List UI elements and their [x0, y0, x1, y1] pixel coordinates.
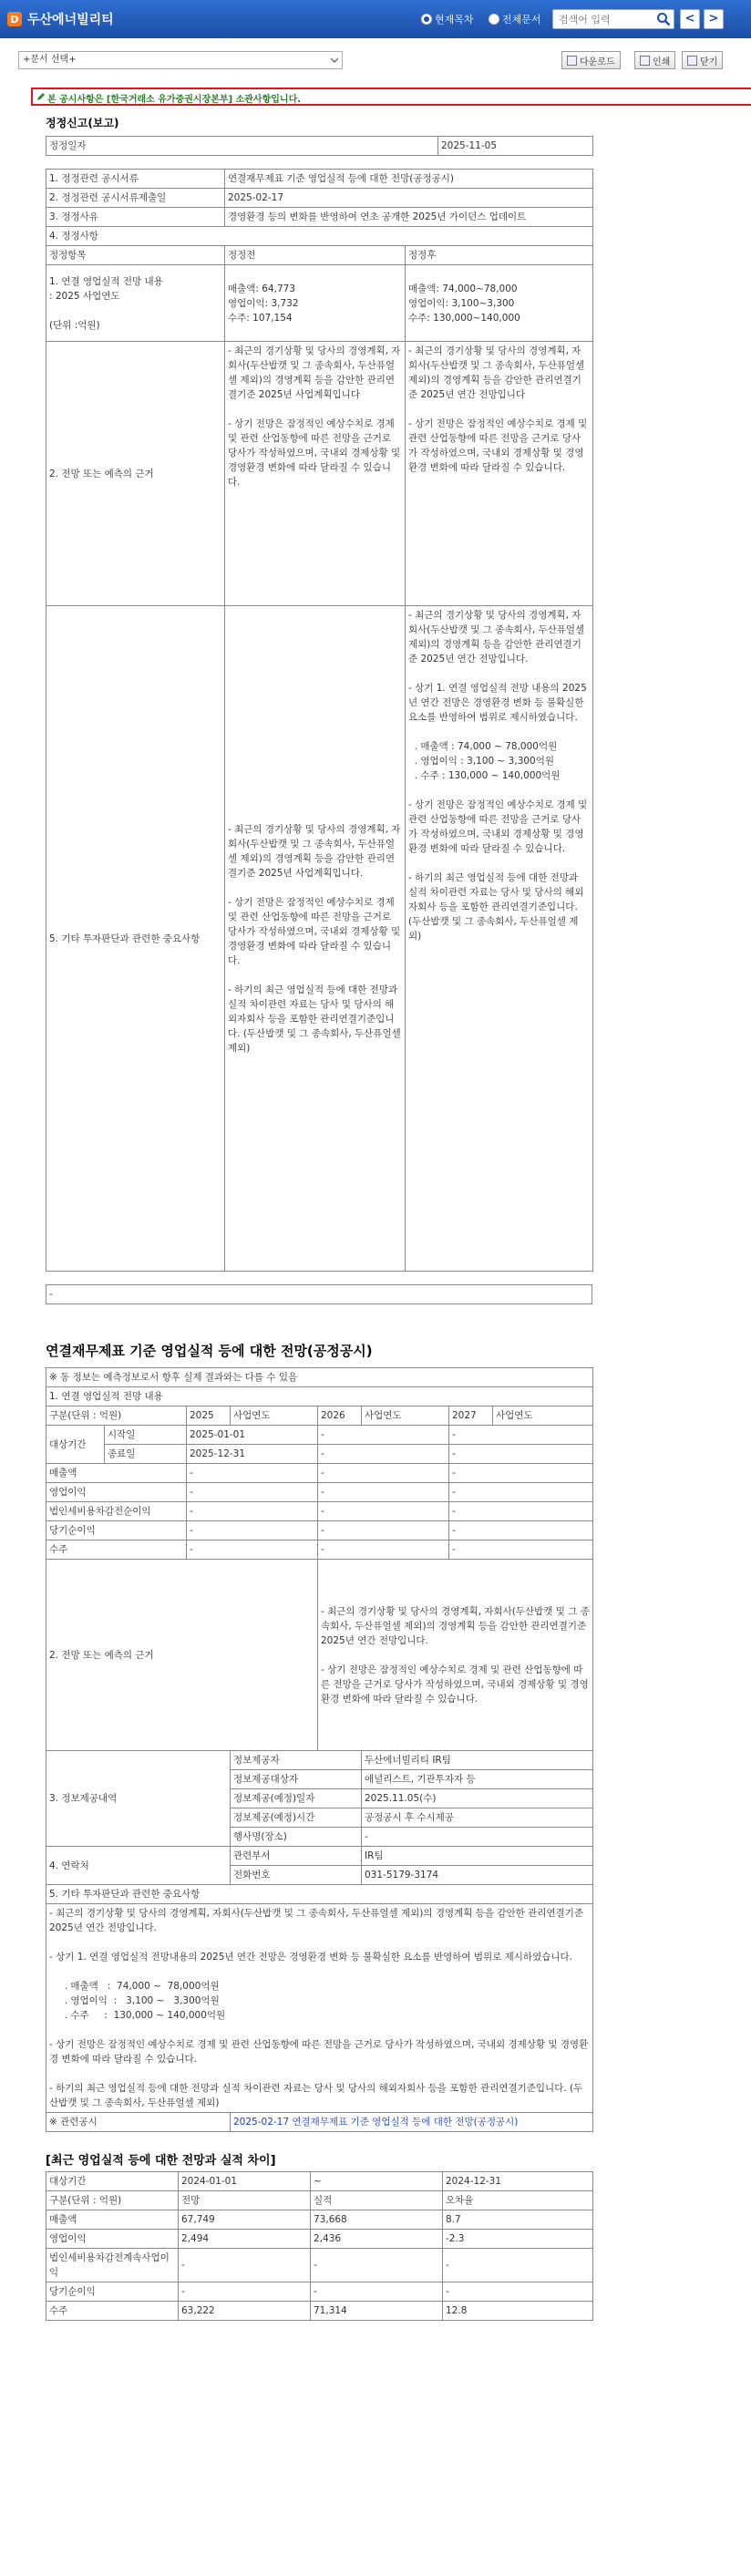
- info-value: 2025.11.05(수): [362, 1789, 593, 1808]
- cell-dash: -: [449, 1502, 593, 1521]
- cell-dash: -: [449, 1483, 593, 1502]
- fiscal-year-label: 사업연도: [231, 1406, 318, 1426]
- download-label: 다운로드: [580, 57, 615, 67]
- print-label: 인쇄: [653, 57, 671, 67]
- table-row-label: 매출액: [46, 2210, 179, 2230]
- correction-date-table: [46, 136, 593, 156]
- diff-period-label: 대상기간: [46, 2172, 179, 2191]
- cell-dash: -: [449, 1464, 593, 1483]
- company-name: 두산에너빌리티: [27, 13, 114, 27]
- radio-all-docs[interactable]: [489, 12, 541, 26]
- chevron-down-icon: [331, 57, 338, 64]
- radio-all-label: 전체문서: [502, 14, 541, 26]
- diff-error-value: -: [443, 2282, 593, 2302]
- correction-date-value: 2025-11-05: [438, 137, 593, 156]
- next-button[interactable]: >: [704, 9, 724, 29]
- correction-row-value: 연결재무제표 기준 영업실적 등에 대한 전망(공정공시): [225, 170, 593, 189]
- correction-row-value: 2025-02-17: [225, 189, 593, 208]
- diff-actual-value: 2,436: [311, 2230, 443, 2249]
- start-label: 시작일: [105, 1426, 187, 1445]
- diff-unit-label: 구분(단위 : 억원): [46, 2191, 179, 2210]
- forecast-disclaimer: ※ 동 정보는 예측정보로서 향후 실제 결과와는 다를 수 있음: [46, 1368, 593, 1387]
- cell-dash: -: [318, 1483, 449, 1502]
- info-key: 행사명(장소): [231, 1828, 362, 1847]
- correction-note-table: [46, 1284, 592, 1304]
- correction-note: -: [46, 1285, 592, 1304]
- diff-forecast-value: 2,494: [179, 2230, 311, 2249]
- forecast-sec1: 1. 연결 영업실적 전망 내용: [46, 1387, 593, 1406]
- fiscal-year-label: 사업연도: [493, 1406, 593, 1426]
- cell-dash: -: [449, 1521, 593, 1540]
- correction-row-value: 경영환경 등의 변화를 반영하여 연초 공개한 2025년 가이던스 업데이트: [225, 208, 593, 227]
- cell-dash: -: [318, 1540, 449, 1560]
- diff-end: 2024-12-31: [443, 2172, 593, 2191]
- diff-error-value: 8.7: [443, 2210, 593, 2230]
- table-row-label: 수주: [46, 2302, 179, 2321]
- diff-error-value: 12.8: [443, 2302, 593, 2321]
- cell-dash: -: [318, 1502, 449, 1521]
- forecast-sec5-text: - 최근의 경기상황 및 당사의 경영계획, 자회사(두산밥캣 및 그 종속회사, 두산퓨얼셀 제외)의 경영계획 등을 감안한 관리연결기준 2025년 연간 전망입니다. - 상기 1. 연결 영업실적 전망내용의 2025년 연간 전망은 경영환경 변화 등 불확실한 요소를 반영하여 범위로 제시하였습니다. . 매출액 : 74,000 ~ 78,000억원 . 영업이익 : 3,100 ~ 3,300억원 . 수주 : 130,000 ~ 140,000억원 - 상기 전망은 잠정적인 예상수치로 경제 및 관련 산업동향에 따른 전망을 근거로 당사가 작성하였으며, 국내외 경제상황 및 경영환경 변화에 따라 달라질 수 있습니다. - 하기의 최근 영업실적 등에 대한 전망과 실적 차이관련 자료는 당사 및 당사의 해외자회사 등을 포함한 관리연결기준입니다. (두산밥캣 및 그 종속회사, 두산퓨얼셀 제외): [46, 1904, 593, 2113]
- cell-dash: -: [187, 1464, 318, 1483]
- search-input[interactable]: [553, 10, 653, 28]
- correction-row-label: 3. 정정사유: [46, 208, 225, 227]
- table-row-label: 영업이익: [46, 2230, 179, 2249]
- forecast-sec5: 5. 기타 투자판단과 관련한 중요사항: [46, 1885, 593, 1904]
- info-key: 정보제공자: [231, 1751, 362, 1770]
- document-select[interactable]: [18, 51, 343, 69]
- forecast-sec3: 3. 정보제공내역: [46, 1751, 231, 1847]
- table-row-label: 당기순이익: [46, 2282, 179, 2302]
- diff-col-actual: 실적: [311, 2191, 443, 2210]
- logo: [7, 10, 114, 28]
- diff-col-error: 오차율: [443, 2191, 593, 2210]
- metric-label: 영업이익: [46, 1483, 187, 1502]
- cell-dash: -: [318, 1464, 449, 1483]
- start-date: 2025-01-01: [187, 1426, 318, 1445]
- correction-row-label: 2. 정정관련 공시서류제출일: [46, 189, 225, 208]
- table-row-label: 법인세비용차감전계속사업이익: [46, 2249, 179, 2282]
- info-value: 두산에너빌리티 IR팀: [362, 1751, 593, 1770]
- correction-date-label: 정정일자: [46, 137, 438, 156]
- diff-error-value: -: [443, 2249, 593, 2282]
- col-header-before: 정정전: [225, 246, 406, 265]
- print-button[interactable]: [634, 51, 675, 69]
- year-2026: 2026: [318, 1406, 362, 1426]
- item5-after: - 최근의 경기상황 및 당사의 경영계획, 자회사(두산밥캣 및 그 종속회사, 두산퓨얼셀 제외)의 경영계획 등을 감안한 관리연결기준 2025년 연간 전망입니다. - 상기 1. 연결 영업실적 전망 내용의 2025년 연간 전망은 경영환경 변화 등 불확실한 요소를 반영하여 범위로 제시하였습니다. . 매출액 : 74,000 ~ 78,000억원 . 영업이익 : 3,100 ~ 3,300억원 . 수주 : 130,000 ~ 140,000억원 - 상기 전망은 잠정적인 예상수치로 경제 및 관련 산업동향에 따른 전망을 근거로 당사가 작성하였으며, 국내외 경제상황 및 경영환경 변화에 따라 달라질 수 있습니다. - 하기의 최근 영업실적 등에 대한 전망과 실적 차이관련 자료는 당사 및 당사의 해외자회사 등을 포함한 관리연결기준입니다. (두산밥캣 및 그 종속회사, 두산퓨얼셀 제외): [406, 606, 593, 1272]
- cell-dash: -: [187, 1540, 318, 1560]
- correction-table: [46, 169, 593, 1272]
- diff-actual-value: -: [311, 2249, 443, 2282]
- related-label: ※ 관련공시: [46, 2113, 231, 2132]
- diff-forecast-value: 67,749: [179, 2210, 311, 2230]
- cell-dash: -: [449, 1445, 593, 1464]
- cell-dash: -: [187, 1483, 318, 1502]
- company-logo-icon: D: [7, 12, 22, 26]
- related-disclosure-link[interactable]: 2025-02-17 연결재무제표 기준 영업실적 등에 대한 전망(공정공시): [231, 2113, 593, 2132]
- correction-title: 정정신고(보고): [46, 117, 119, 129]
- year-2025: 2025: [187, 1406, 231, 1426]
- document-content: [46, 115, 592, 2321]
- notice-banner: [31, 88, 751, 106]
- forecast-sec2: 2. 전망 또는 예측의 근거: [46, 1560, 318, 1751]
- metric-label: 법인세비용차감전순이익: [46, 1502, 187, 1521]
- info-key: 정보제공(예정)시간: [231, 1808, 362, 1828]
- correction-row-label: 1. 정정관련 공시서류: [46, 170, 225, 189]
- contact-key: 전화번호: [231, 1866, 362, 1885]
- document-select-value: +문서 선택+: [23, 55, 77, 65]
- diff-table: [46, 2171, 593, 2321]
- item2-before: - 최근의 경기상황 및 당사의 경영계획, 자회사(두산밥캣 및 그 종속회사, 두산퓨얼셀 제외)의 경영계획 등을 감안한 관리연결기준 2025년 사업계획입니다 - 상기 전망은 잠정적인 예상수치로 경제 및 관련 산업동향에 따른 전망을 근거로 당사가 작성하였으며, 국내외 경제상황 및 경영환경 변화에 따라 달라질 수 있습니다.: [225, 342, 406, 606]
- diff-actual-value: 71,314: [311, 2302, 443, 2321]
- period-label: 대상기간: [46, 1426, 105, 1464]
- year-2027: 2027: [449, 1406, 493, 1426]
- info-value: 공정공시 후 수시제공: [362, 1808, 593, 1828]
- info-key: 정보제공(예정)일자: [231, 1789, 362, 1808]
- end-label: 종료일: [105, 1445, 187, 1464]
- info-value: -: [362, 1828, 593, 1847]
- forecast-unit-label: 구분(단위 : 억원): [46, 1406, 187, 1426]
- diff-actual-value: -: [311, 2282, 443, 2302]
- diff-forecast-value: 63,222: [179, 2302, 311, 2321]
- item2-after: - 최근의 경기상황 및 당사의 경영계획, 자회사(두산밥캣 및 그 종속회사, 두산퓨얼셀 제외)의 경영계획 등을 감안한 관리연결기준 2025년 연간 전망입니다 - 상기 전망은 잠정적인 예상수치로 경제 및 관련 산업동향에 따른 전망을 근거로 당사가 작성하였으며, 국내외 경제상황 및 경영환경 변화에 따라 달라질 수 있습니다.: [406, 342, 593, 606]
- correction-row-label: 4. 정정사항: [46, 227, 593, 246]
- cell-dash: -: [449, 1426, 593, 1445]
- forecast-sec4: 4. 연락처: [46, 1847, 231, 1885]
- forecast-title: 연결재무제표 기준 영업실적 등에 대한 전망(공정공시): [46, 1343, 373, 1359]
- col-header-item: 정정항목: [46, 246, 225, 265]
- col-header-after: 정정후: [406, 246, 593, 265]
- diff-start: 2024-01-01: [179, 2172, 311, 2191]
- forecast-table: [46, 1367, 593, 2132]
- download-button[interactable]: [561, 51, 621, 69]
- close-label: 닫기: [700, 57, 718, 67]
- cell-dash: -: [318, 1521, 449, 1540]
- pencil-icon: [36, 92, 46, 101]
- metric-label: 매출액: [46, 1464, 187, 1483]
- cell-dash: -: [318, 1445, 449, 1464]
- download-icon: [567, 56, 577, 66]
- search-icon[interactable]: [656, 12, 671, 26]
- diff-tilde: ~: [311, 2172, 443, 2191]
- info-key: 정보제공대상자: [231, 1770, 362, 1789]
- close-button[interactable]: [682, 51, 723, 69]
- fiscal-year-label: 사업연도: [362, 1406, 449, 1426]
- search-box: [552, 9, 674, 29]
- top-bar: [0, 0, 751, 38]
- metric-label: 수주: [46, 1540, 187, 1560]
- item1-label: 1. 연결 영업실적 전망 내용 : 2025 사업연도 (단위 :억원): [46, 265, 225, 342]
- forecast-sec2-text: - 최근의 경기상황 및 당사의 경영계획, 자회사(두산밥캣 및 그 종속회사, 두산퓨얼셀 제외)의 경영계획 등을 감안한 관리연결기준 2025년 연간 전망입니다. - 상기 전망은 잠정적인 예상수치로 경제 및 관련 산업동향에 따른 전망을 근거로 당사가 작성하였으며, 국내외 경제상황 및 경영환경 변화에 따라 달라질 수 있습니다.: [318, 1560, 593, 1751]
- cell-dash: -: [187, 1521, 318, 1540]
- cell-dash: -: [187, 1502, 318, 1521]
- diff-title: [최근 영업실적 등에 대한 전망과 실적 차이]: [46, 2154, 276, 2168]
- contact-key: 관련부서: [231, 1847, 362, 1866]
- item5-label: 5. 기타 투자판단과 관련한 중요사항: [46, 606, 225, 1272]
- diff-col-forecast: 전망: [179, 2191, 311, 2210]
- end-date: 2025-12-31: [187, 1445, 318, 1464]
- contact-value: IR팀: [362, 1847, 593, 1866]
- print-icon: [640, 56, 650, 66]
- item1-before: 매출액: 64,773 영업이익: 3,732 수주: 107,154: [225, 265, 406, 342]
- diff-forecast-value: -: [179, 2249, 311, 2282]
- radio-on-icon[interactable]: [421, 14, 432, 25]
- metric-label: 당기순이익: [46, 1521, 187, 1540]
- cell-dash: -: [318, 1426, 449, 1445]
- cell-dash: -: [449, 1540, 593, 1560]
- item1-after: 매출액: 74,000~78,000 영업이익: 3,100~3,300 수주: 130,000~140,000: [406, 265, 593, 342]
- close-icon: [687, 56, 697, 66]
- notice-text: 본 공시사항은 [한국거래소 유가증권시장본부] 소관사항입니다.: [47, 95, 302, 105]
- radio-current-label: 현재목차: [435, 14, 474, 26]
- item5-before: - 최근의 경기상황 및 당사의 경영계획, 자회사(두산밥캣 및 그 종속회사, 두산퓨얼셀 제외)의 경영계획 등을 감안한 관리연결기준 2025년 사업계획입니다. - 상기 전망은 잠정적인 예상수치로 경제 및 관련 산업동향에 따른 전망을 근거로 당사가 작성하였으며, 국내외 경제상황 및 경영환경 변화에 따라 달라질 수 있습니다. - 하기의 최근 영업실적 등에 대한 전망과 실적 차이관련 자료는 당사 및 당사의 해외자회사 등을 포함한 관리연결기준입니다. (두산밥캣 및 그 종속회사, 두산퓨얼셀 제외): [225, 606, 406, 1272]
- radio-off-icon[interactable]: [489, 14, 499, 25]
- radio-current-toc[interactable]: [421, 12, 474, 26]
- prev-button[interactable]: <: [680, 9, 700, 29]
- diff-actual-value: 73,668: [311, 2210, 443, 2230]
- contact-value: 031-5179-3174: [362, 1866, 593, 1885]
- info-value: 애널리스트, 기관투자자 등: [362, 1770, 593, 1789]
- diff-forecast-value: -: [179, 2282, 311, 2302]
- diff-error-value: -2.3: [443, 2230, 593, 2249]
- item2-label: 2. 전망 또는 예측의 근거: [46, 342, 225, 606]
